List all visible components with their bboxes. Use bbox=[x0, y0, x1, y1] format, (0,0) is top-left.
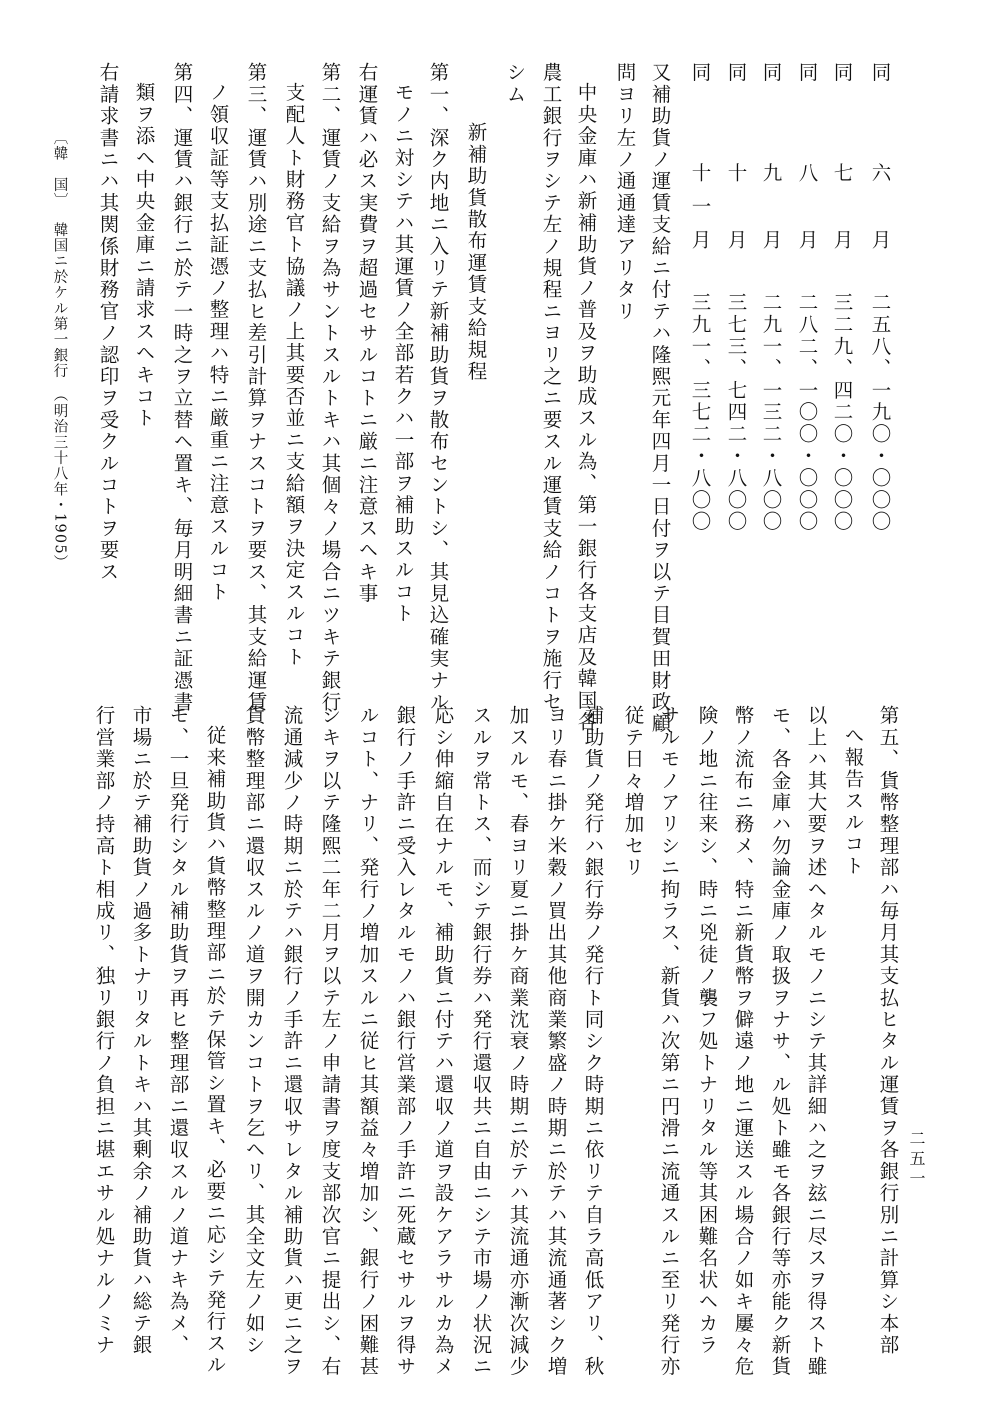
table-month: 同 六 月 bbox=[868, 62, 892, 263]
table-month: 同 十 月 bbox=[724, 62, 748, 263]
text-column: 応シ伸縮自在ナルモ、補助貨ニ付テハ還収ノ道ヲ設ケアラサルカ為メ bbox=[431, 705, 455, 1378]
table-amount: 二九一、一三二・八〇〇 bbox=[759, 292, 783, 533]
text-column: モ、各金庫ハ勿論金庫ノ取扱ヲナサ、ル処ト雖モ各銀行等亦能ク新貨 bbox=[768, 705, 792, 1378]
table-month: 同 八 月 bbox=[795, 62, 819, 263]
text-column: サルモノアリシニ拘ラス、新貨ハ次第ニ円滑ニ流通スルニ至リ発行亦 bbox=[657, 705, 681, 1378]
text-column: 市場ニ於テ補助貨ノ過多トナリタルトキハ其剰余ノ補助貨ハ総テ銀 bbox=[129, 705, 153, 1356]
text-column: 第四、運賃ハ銀行ニ於テ一時之ヲ立替ヘ置キ、毎月明細書ニ証憑書 bbox=[170, 62, 194, 713]
text-column: 右運賃ハ必ス実費ヲ超過セサルコトニ厳ニ注意スヘキ事 bbox=[355, 62, 379, 605]
text-column: 第五、貨幣整理部ハ毎月其支払ヒタル運賃ヲ各銀行別ニ計算シ本部 bbox=[876, 705, 900, 1356]
table-month: 同 九 月 bbox=[759, 62, 783, 263]
text-column: 以上ハ其大要ヲ述ヘタルモノニシテ其詳細ハ之ヲ玆ニ尽スヲ得スト雖 bbox=[804, 705, 828, 1378]
table-amount: 二五八、一九〇・〇〇〇 bbox=[868, 292, 892, 533]
table-amount: 三二九、四二〇・〇〇〇 bbox=[830, 292, 854, 533]
page-number: 二五一 bbox=[907, 1130, 926, 1190]
text-column: 従テ日々増加セリ bbox=[621, 705, 645, 879]
text-column: 第二、運賃ノ支給ヲ為サントスルトキハ其個々ノ場合ニツキテ銀行 bbox=[318, 62, 342, 713]
text-column: 中央金庫ハ新補助貨ノ普及ヲ助成スル為、第一銀行各支店及韓国各 bbox=[574, 82, 598, 733]
text-column: ヨリ春ニ掛ケ米穀ノ買出其他商業繁盛ノ時期ニ於テハ其流通著シク増 bbox=[544, 705, 568, 1378]
text-column: 第一、深ク内地ニ入リテ新補助貨ヲ散布セントシ、其見込確実ナル bbox=[426, 62, 450, 713]
running-head-title: 韓国ニ於ケル第一銀行 （明治三十八年・1905） bbox=[51, 222, 68, 571]
text-column: シキヲ以テ隆熙二年二月ヲ以テ左ノ申請書ヲ度支部次官ニ提出シ、右 bbox=[318, 705, 342, 1378]
text-column: 銀行ノ手許ニ受入レタルモノハ銀行営業部ノ手許ニ死蔵セサルヲ得サ bbox=[393, 705, 417, 1378]
text-column: モ、一旦発行シタル補助貨ヲ再ヒ整理部ニ還収スルノ道ナキ為メ、 bbox=[166, 705, 190, 1356]
table-amount: 三七三、七四二・八〇〇 bbox=[724, 292, 748, 533]
text-column: 加スルモ、春ヨリ夏ニ掛ケ商業沈衰ノ時期ニ於テハ其流通亦漸次減少 bbox=[506, 705, 530, 1378]
text-column: 幣ノ流布ニ務メ、特ニ新貨幣ヲ僻遠ノ地ニ運送スル場合ノ如キ屢々危 bbox=[731, 705, 755, 1378]
running-head-label: 〔韓 国〕 bbox=[51, 130, 68, 209]
text-column: 第三、運賃ハ別途ニ支払ヒ差引計算ヲナスコトヲ要ス、其支給運賃 bbox=[244, 62, 268, 713]
text-column: 右請求書ニハ其関係財務官ノ認印ヲ受クルコトヲ要ス bbox=[96, 62, 120, 583]
table-amount: 三九一、三七二・八〇〇 bbox=[688, 292, 712, 533]
text-column: 従来補助貨ハ貨幣整理部ニ於テ保管シ置キ、必要ニ応シテ発行スル bbox=[203, 725, 227, 1376]
text-column: 補助貨ノ発行ハ銀行券ノ発行ト同シク時期ニ依リテ自ラ高低アリ、秋 bbox=[581, 705, 605, 1378]
text-column: 農工銀行ヲシテ左ノ規程ニヨリ之ニ要スル運賃支給ノコトヲ施行セ bbox=[539, 62, 563, 713]
section-heading: 新補助貨散布運賃支給規程 bbox=[464, 122, 488, 383]
text-column: シム bbox=[503, 62, 527, 106]
table-month: 同 十一月 bbox=[688, 62, 712, 263]
text-column: 類ヲ添ヘ中央金庫ニ請求スヘキコト bbox=[132, 82, 156, 430]
text-column: モノニ対シテハ其運賃ノ全部若クハ一部ヲ補助スルコト bbox=[391, 82, 415, 625]
table-amount: 二八二、一〇〇・〇〇〇 bbox=[795, 292, 819, 533]
text-column: 貨幣整理部ニ還収スルノ道ヲ開カンコトヲ乞ヘリ、其全文左ノ如シ bbox=[242, 705, 266, 1356]
text-column: ノ領収証等支払証憑ノ整理ハ特ニ厳重ニ注意スルコト bbox=[206, 82, 230, 603]
text-column: 行営業部ノ持高ト相成リ、独リ銀行ノ負担ニ堪エサル処ナルノミナ bbox=[92, 705, 116, 1356]
text-column: スルヲ常トス、而シテ銀行券ハ発行還収共ニ自由ニシテ市場ノ状況ニ bbox=[469, 705, 493, 1378]
text-column: 又補助貨ノ運賃支給ニ付テハ隆熙元年四月一日付ヲ以テ目賀田財政顧 bbox=[648, 62, 672, 735]
text-column: 険ノ地ニ往来シ、時ニ兇徒ノ襲フ処トナリタル等其困難名状ヘカラ bbox=[695, 705, 719, 1356]
text-column: 支配人ト財務官ト協議ノ上其要否並ニ支給額ヲ決定スルコト bbox=[282, 82, 306, 668]
table-month: 同 七 月 bbox=[830, 62, 854, 263]
text-column: 問ヨリ左ノ通通達アリタリ bbox=[613, 62, 637, 323]
text-column: へ報告スルコト bbox=[841, 725, 865, 877]
text-column: 流通減少ノ時期ニ於テハ銀行ノ手許ニ還収サレタル補助貨ハ更ニ之ヲ bbox=[280, 705, 304, 1378]
text-column: ルコト、ナリ、発行ノ増加スルニ従ヒ其額益々増加シ、銀行ノ困難甚 bbox=[356, 705, 380, 1378]
